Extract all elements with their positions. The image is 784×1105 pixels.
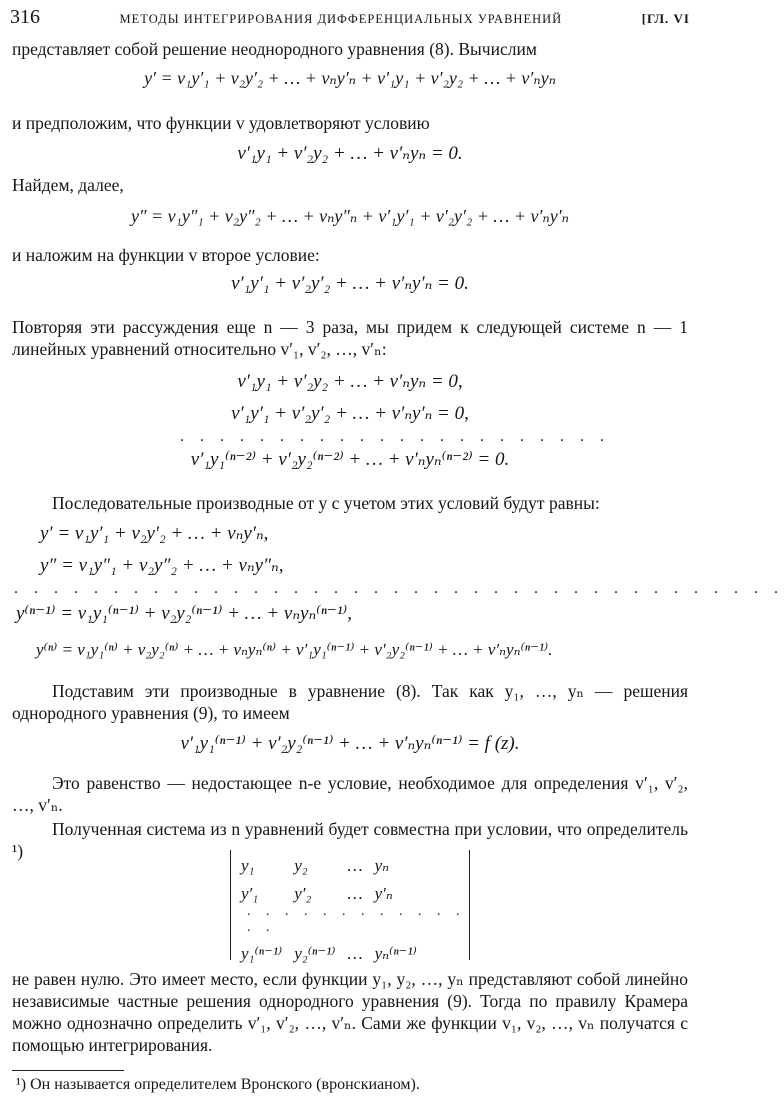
page-header	[10, 6, 690, 30]
running-title: МЕТОДЫ ИНТЕГРИРОВАНИЯ ДИФФЕРЕНЦИАЛЬНЫХ УРАВНЕНИЙ	[119, 12, 563, 26]
paragraph: и наложим на функции v второе условие:	[12, 245, 320, 265]
chapter-label: [ГЛ. VI	[641, 11, 690, 26]
paragraph: Последовательные производные от y с учетом этих условий будут равны:	[52, 493, 600, 513]
equation: v′₁y₁ + v′₂y₂ + … + v′ₙyₙ = 0.	[237, 143, 463, 164]
determinant-cell: y₁	[241, 856, 255, 875]
equation: y′ = v₁y′₁ + v₂y′₂ + … + vₙy′ₙ,	[40, 523, 269, 544]
footnote-rule	[12, 1070, 124, 1071]
equation: v′₁y₁⁽ⁿ⁻²⁾ + v′₂y₂⁽ⁿ⁻²⁾ + … + v′ₙyₙ⁽ⁿ⁻²⁾ = 0.	[190, 449, 510, 470]
determinant-row	[239, 852, 427, 880]
equation: y″ = v₁y″₁ + v₂y″₂ + … + vₙy″ₙ,	[40, 555, 284, 576]
paragraph: Повторяя эти рассуждения еще n — 3 раза, мы придем к следующей системе n — 1 линейных уравнений относительно v′₁, v′₂, …, v′ₙ:	[12, 317, 688, 359]
determinant-cell: …	[347, 884, 363, 903]
paragraph: Найдем, далее,	[12, 175, 124, 195]
determinant-cell: y′ₙ	[374, 884, 393, 903]
determinant-cell: yₙ⁽ⁿ⁻¹⁾	[374, 944, 417, 963]
determinant-cell: y′₂	[294, 884, 312, 903]
equation: y′ = v₁y′₁ + v₂y′₂ + … + vₙy′ₙ + v′₁y₁ + v′₂y₂ + … + v′ₙyₙ	[144, 68, 556, 88]
paragraph: не равен нулю. Это имеет место, если функции y₁, y₂, …, yₙ представляют собой линейно независимые частные решения однородного уравнения (9). Тогда по правилу Крамера можно однозначно определить v′₁, v′₂, …, v′ₙ. Сами же функции v₁, v₂, …, vₙ получатся с помощью интегрирования.	[12, 969, 688, 1055]
determinant-cell: y₂⁽ⁿ⁻¹⁾	[294, 944, 336, 963]
equation: v′₁y₁ + v′₂y₂ + … + v′ₙyₙ = 0,	[237, 371, 463, 392]
paragraph: Это равенство — недостающее n-е условие, необходимое для определения v′₁, v′₂, …, v′ₙ.	[12, 773, 688, 815]
determinant-cell: yₙ	[374, 856, 390, 875]
equation: y⁽ⁿ⁾ = v₁y₁⁽ⁿ⁾ + v₂y₂⁽ⁿ⁾ + … + vₙyₙ⁽ⁿ⁾ + v′₁y₁⁽ⁿ⁻¹⁾ + v′₂y₂⁽ⁿ⁻¹⁾ + … + v′ₙyₙ⁽ⁿ⁻¹⁾.	[36, 640, 553, 659]
determinant-cell: y′₁	[241, 884, 259, 903]
paragraph: представляет собой решение неоднородного уравнения (8). Вычислим	[12, 39, 537, 59]
footnote: ¹) Он называется определителем Вронского (вронскианом).	[16, 1076, 420, 1093]
equation: v′₁y′₁ + v′₂y′₂ + … + v′ₙy′ₙ = 0,	[231, 403, 469, 424]
paragraph: Полученная система из n уравнений будет совместна при условии, что определитель ¹)	[12, 819, 688, 861]
equation: y⁽ⁿ⁻¹⁾ = v₁y₁⁽ⁿ⁻¹⁾ + v₂y₂⁽ⁿ⁻¹⁾ + … + vₙyₙ⁽ⁿ⁻¹⁾,	[16, 603, 352, 624]
dots-row: . . . . . . . . . . . . . . . . . . . . . . . . . . . . . . . . . . . . . . .	[14, 580, 784, 597]
wronskian-determinant	[230, 850, 470, 963]
page-number: 316	[10, 6, 40, 28]
determinant-cell: …	[347, 856, 363, 875]
paragraph: Подставим эти производные в уравнение (8). Так как y₁, …, yₙ — решения однородного уравнения (9), то имеем	[12, 681, 688, 723]
paragraph: и предположим, что функции v удовлетворяют условию	[12, 113, 430, 133]
determinant-cell: y₂	[294, 856, 308, 875]
equation: v′₁y′₁ + v′₂y′₂ + … + v′ₙy′ₙ = 0.	[231, 273, 469, 294]
equation: v′₁y₁⁽ⁿ⁻¹⁾ + v′₂y₂⁽ⁿ⁻¹⁾ + … + v′ₙyₙ⁽ⁿ⁻¹⁾ = f (z).	[180, 733, 520, 754]
dots-row: . . . . . . . . . . . . . .	[247, 904, 466, 935]
equation: y″ = v₁y″₁ + v₂y″₂ + … + vₙy″ₙ + v′₁y′₁ + v′₂y′₂ + … + v′ₙy′ₙ	[131, 206, 569, 226]
determinant-row	[239, 940, 427, 968]
determinant-cell: y₁⁽ⁿ⁻¹⁾	[241, 944, 283, 963]
dots-row: . . . . . . . . . . . . . . . . . . . . . .	[180, 428, 610, 445]
determinant-cell: …	[347, 944, 363, 963]
